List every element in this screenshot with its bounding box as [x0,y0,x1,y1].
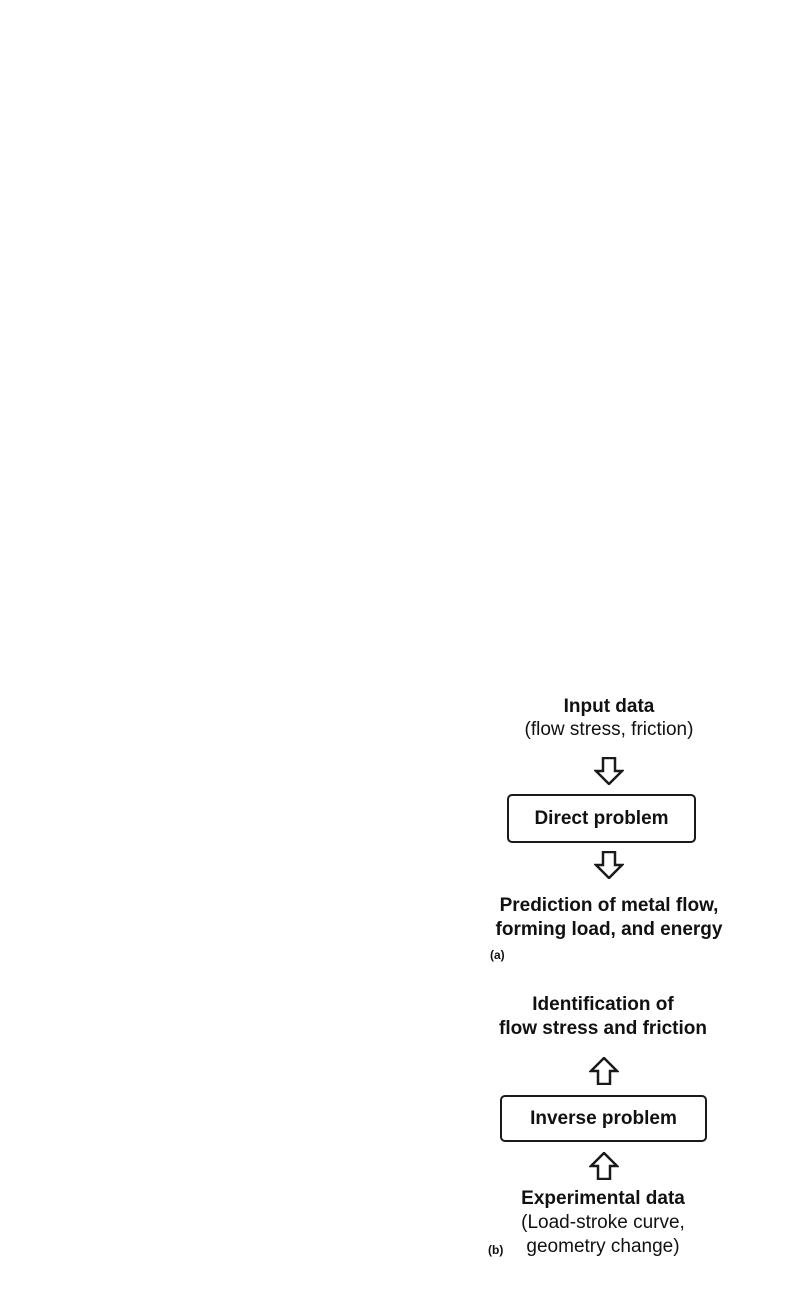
arrow-up-icon [589,1057,619,1085]
panel-b-input-line2: geometry change) [526,1236,680,1257]
inverse-problem-box [500,1095,707,1142]
direct-problem-label: Direct problem [534,807,669,829]
direct-problem-box [507,794,696,843]
panel-a-input-title: Input data [563,696,655,717]
panel-a-output-line2: forming load, and energy [495,919,723,940]
arrow-up-icon [589,1152,619,1180]
panel-b-input-line1: (Load-stroke curve, [521,1212,685,1233]
panel-a-label: (a) [490,948,505,962]
arrow-down-icon [594,757,624,785]
arrow-down-icon [594,851,624,879]
panel-b-input-title: Experimental data [521,1188,685,1209]
panel-a-output-line1: Prediction of metal flow, [499,895,719,916]
panel-b-label: (b) [488,1243,504,1257]
panel-b-output-line2: flow stress and friction [499,1018,707,1039]
panel-b-output-line1: Identification of [532,994,674,1015]
inverse-problem-label: Inverse problem [530,1107,677,1129]
panel-a-input-subtitle: (flow stress, friction) [524,719,694,740]
